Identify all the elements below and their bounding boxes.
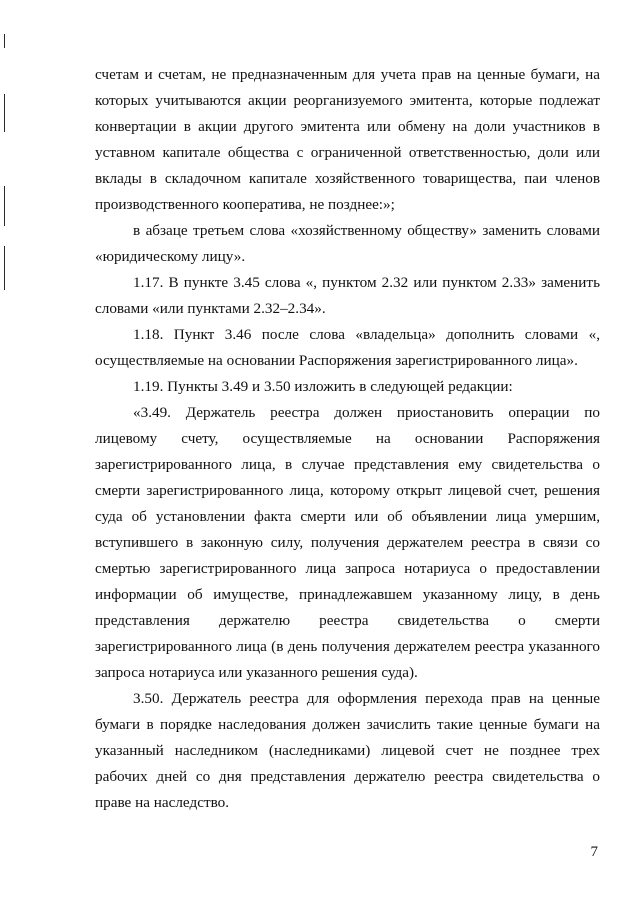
paragraph: 1.18. Пункт 3.46 после слова «владельца» дополнить словами «, осуществляемые на основании Распоряжения зарегистрированного лица». xyxy=(95,326,600,369)
paragraph: 3.50. Держатель реестра для оформления перехода прав на ценные бумаги в порядке наследования должен зачислить такие ценные бумаги на указанный наследником (наследниками) лицевой счет не позднее трех рабочих дней со дня представления держателю реестра свидетельства о праве на наследство. xyxy=(95,690,600,811)
paragraph: счетам и счетам, не предназначенным для учета прав на ценные бумаги, на которых учитываются акции реорганизуемого эмитента, которые подлежат конвертации в акции другого эмитента или обмену на доли участников в уставном капитале общества с ограниченной ответственностью, доли или вклады в складочном капитале хозяйственного товарищества, паи членов производственного кооператива, не позднее:»; xyxy=(95,66,600,213)
paragraph: 1.17. В пункте 3.45 слова «, пунктом 2.32 или пунктом 2.33» заменить словами «или пунктами 2.32–2.34». xyxy=(95,274,600,317)
scan-edge-mark xyxy=(4,94,5,132)
scan-edge-mark xyxy=(4,246,5,290)
paragraph: 1.19. Пункты 3.49 и 3.50 изложить в следующей редакции: xyxy=(133,378,513,395)
scan-edge-mark xyxy=(4,186,5,226)
paragraph: в абзаце третьем слова «хозяйственному обществу» заменить словами «юридическому лицу». xyxy=(95,222,600,265)
paragraph: «3.49. Держатель реестра должен приостановить операции по лицевому счету, осуществляемые на основании Распоряжения зарегистрированного лица, в случае представления ему свидетельства о смерти зарегистрированного лица, которому открыт лицевой счет, решения суда об установлении факта смерти или об объявлении лица умершим, вступившего в законную силу, получения держателем реестра в связи со смертью зарегистрированного лица запроса нотариуса о предоставлении информации об имуществе, принадлежавшем указанному лицу, в день представления держателю реестра свидетельства о смерти зарегистрированного лица (в день получения держателем реестра указанного запроса нотариуса или указанного решения суда). xyxy=(95,404,600,681)
scan-edge-mark xyxy=(4,34,5,48)
page-number: 7 xyxy=(590,844,598,860)
document-body xyxy=(95,62,600,816)
